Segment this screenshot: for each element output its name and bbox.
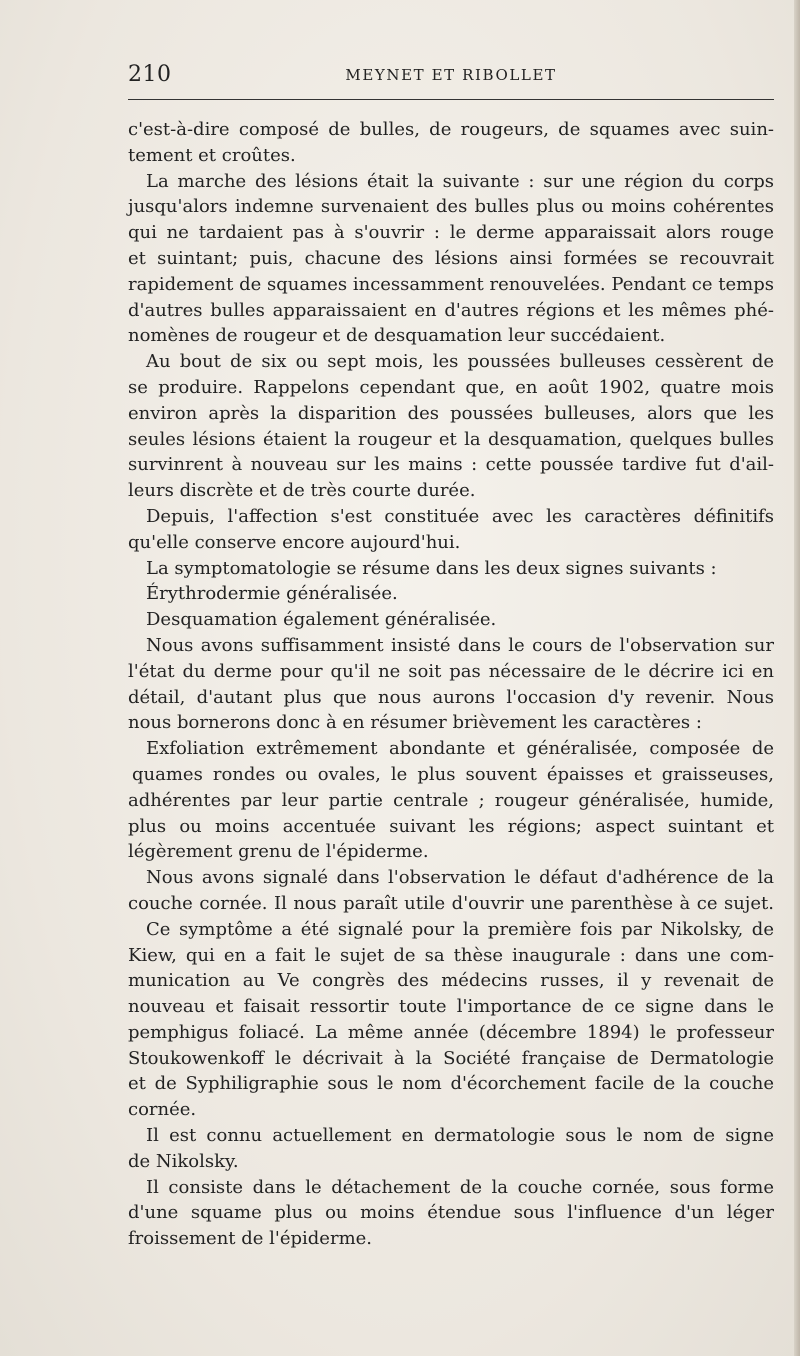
text-line: de Nikolsky. [128, 1150, 239, 1172]
text-line: rapidement de squames incessamment renouvelées. Pendant ce temps [128, 273, 774, 295]
text-line: Ce symptôme a été signalé pour la première fois par Nikolsky, de [146, 918, 774, 940]
header-rule [128, 99, 774, 100]
page-header [128, 60, 774, 96]
text-line: munication au Ve congrès des médecins russes, il y revenait de [128, 970, 774, 992]
text-line: qui ne tardaient pas à s'ouvrir : le derme apparaissait alors rouge [128, 222, 774, 244]
text-line: survinrent à nouveau sur les mains : cette poussée tardive fut d'ail- [128, 454, 774, 476]
text-line: légèrement grenu de l'épiderme. [128, 841, 429, 863]
text-line: Kiew, qui en a fait le sujet de sa thèse inaugurale : dans une com- [128, 944, 774, 966]
text-line: froissement de l'épiderme. [128, 1228, 373, 1250]
text-line: l'état du derme pour qu'il ne soit pas nécessaire de le décrire ici en [128, 660, 774, 682]
text-line: Il est connu actuellement en dermatologie sous le nom de signe [146, 1125, 774, 1147]
text-line: Depuis, l'affection s'est constituée avec les caractères définitifs [146, 505, 774, 527]
text-line: plus ou moins accentuée suivant les régions; aspect suintant et [128, 815, 774, 837]
text-line: se produire. Rappelons cependant que, en août 1902, quatre mois [128, 376, 774, 398]
text-line: Exfoliation extrêmement abondante et généralisée, composée de [146, 738, 774, 760]
text-line: quames rondes ou ovales, le plus souvent épaisses et graisseuses, [132, 763, 774, 785]
text-line: et de Syphiligraphie sous le nom d'écorchement facile de la couche [128, 1073, 774, 1095]
text-line: d'autres bulles apparaissaient en d'autres régions et les mêmes phé- [128, 299, 774, 321]
text-line: adhérentes par leur partie centrale ; rougeur généralisée, humide, [128, 789, 774, 811]
text-line: Stoukowenkoff le décrivait à la Société française de Dermatologie [128, 1047, 774, 1069]
text-line: couche cornée. Il nous paraît utile d'ouvrir une parenthèse à ce sujet. [128, 892, 774, 914]
text-line: La marche des lésions était la suivante : sur une région du corps [146, 170, 774, 192]
text-line: seules lésions étaient la rougeur et la desquamation, quelques bulles [128, 428, 774, 450]
text-line: d'une squame plus ou moins étendue sous l'influence d'un léger [128, 1202, 774, 1224]
text-line: nous bornerons donc à en résumer brièvement les caractères : [128, 712, 702, 734]
text-line: Desquamation également généralisée. [146, 609, 497, 631]
text-line: Érythrodermie généralisée. [146, 583, 398, 605]
page-edge [794, 0, 800, 1356]
text-line: cornée. [128, 1099, 197, 1121]
text-line: nouveau et faisait ressortir toute l'importance de ce signe dans le [128, 996, 774, 1018]
text-line: Nous avons suffisamment insisté dans le cours de l'observation sur [146, 634, 774, 656]
text-line: qu'elle conserve encore aujourd'hui. [128, 531, 461, 553]
text-line: détail, d'autant plus que nous aurons l'occasion d'y revenir. Nous [128, 686, 774, 708]
running-head: MEYNET ET RIBOLLET [345, 66, 557, 84]
text-line: nomènes de rougeur et de desquamation leur succédaient. [128, 325, 666, 347]
text-line: Au bout de six ou sept mois, les poussées bulleuses cessèrent de [146, 351, 774, 373]
text-line: c'est-à-dire composé de bulles, de rougeurs, de squames avec suin- [128, 119, 774, 140]
text-line: et suintant; puis, chacune des lésions ainsi formées se recouvrait [128, 247, 774, 269]
page-number: 210 [128, 62, 172, 87]
text-line: Il consiste dans le détachement de la couche cornée, sous forme [146, 1176, 774, 1198]
body-text [128, 117, 774, 1252]
text-line: jusqu'alors indemne survenaient des bulles plus ou moins cohérentes [128, 196, 774, 218]
text-line: Nous avons signalé dans l'observation le défaut d'adhérence de la [146, 867, 774, 889]
text-line: environ après la disparition des poussées bulleuses, alors que les [128, 402, 774, 424]
text-line: La symptomatologie se résume dans les deux signes suivants : [146, 557, 717, 579]
text-line: leurs discrète et de très courte durée. [128, 480, 476, 502]
text-line: pemphigus foliacé. La même année (décembre 1894) le professeur [128, 1021, 774, 1043]
text-line: tement et croûtes. [128, 144, 296, 166]
